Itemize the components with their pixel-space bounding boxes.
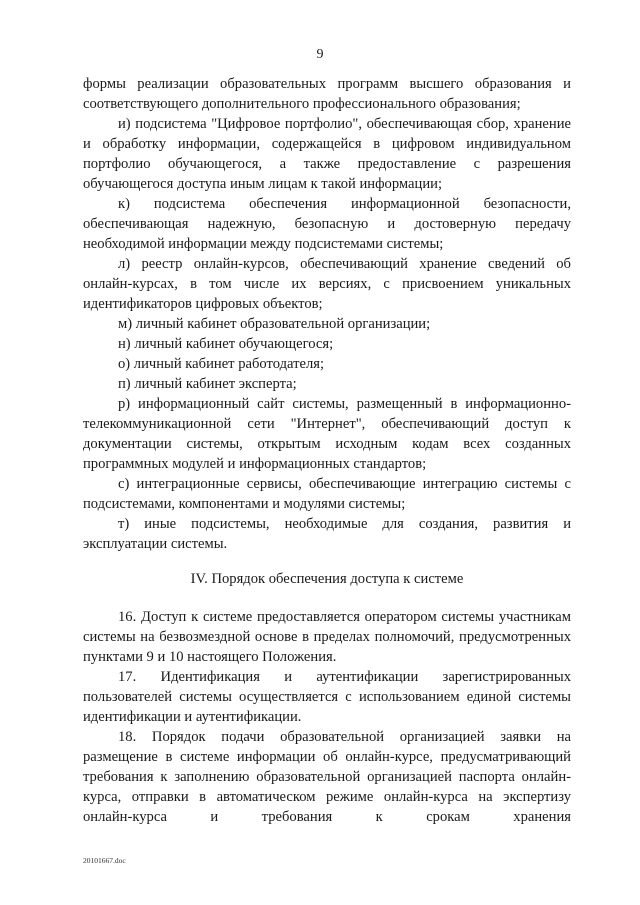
paragraph: о) личный кабинет работодателя; [118, 356, 325, 372]
paragraph: 17. Идентификация и аутентификации зарегистрированных пользователей системы осуществляется с использованием единой системы идентификации и аутентификации. [83, 669, 571, 725]
paragraph: 18. Порядок подачи образовательной организацией заявки на размещение в системе информации об онлайн-курсе, предусматривающий требования к заполнению образовательной организацией паспорта онлайн-курса, отправки в автоматическом режиме онлайн-курса на экспертизу онлайн-курса и требования к срокам хранения [83, 729, 571, 825]
paragraph: п) личный кабинет эксперта; [118, 376, 297, 392]
paragraph: м) личный кабинет образовательной организации; [118, 316, 431, 332]
paragraph: к) подсистема обеспечения информационной безопасности, обеспечивающая надежную, безопасную и достоверную передачу необходимой информации между подсистемами системы; [83, 196, 571, 252]
paragraph-list-before [83, 74, 571, 554]
paragraph: формы реализации образовательных программ высшего образования и соответствующего дополнительного профессионального образования; [83, 76, 571, 112]
paragraph: 16. Доступ к системе предоставляется оператором системы участникам системы на безвозмездной основе в пределах полномочий, предусмотренных пунктами 9 и 10 настоящего Положения. [83, 609, 571, 665]
paragraph: н) личный кабинет обучающегося; [118, 336, 334, 352]
section-heading: IV. Порядок обеспечения доступа к системе [190, 571, 464, 587]
paragraph: л) реестр онлайн-курсов, обеспечивающий хранение сведений об онлайн-курсах, в том числе их версиях, с присвоением уникальных идентификаторов цифровых объектов; [83, 256, 571, 312]
paragraph: с) интеграционные сервисы, обеспечивающие интеграцию системы с подсистемами, компонентами и модулями системы; [83, 476, 571, 512]
paragraph: р) информационный сайт системы, размещенный в информационно-телекоммуникационной сети "Интернет", обеспечивающий доступ к документации системы, открытым исходным кодам всех созданных программных модулей и информационных стандартов; [83, 396, 571, 472]
paragraph: и) подсистема "Цифровое портфолио", обеспечивающая сбор, хранение и обработку информации, содержащейся в цифровом индивидуальном портфолио обучающегося, а также предоставление с разрешения обучающегося доступа иным лицам к такой информации; [83, 116, 571, 192]
paragraph: т) иные подсистемы, необходимые для создания, развития и эксплуатации системы. [83, 516, 571, 552]
document-body [83, 74, 571, 827]
footer-filename: 20101667.doc [83, 856, 126, 865]
paragraph-list-after [83, 607, 571, 827]
page-number: 9 [316, 47, 324, 62]
